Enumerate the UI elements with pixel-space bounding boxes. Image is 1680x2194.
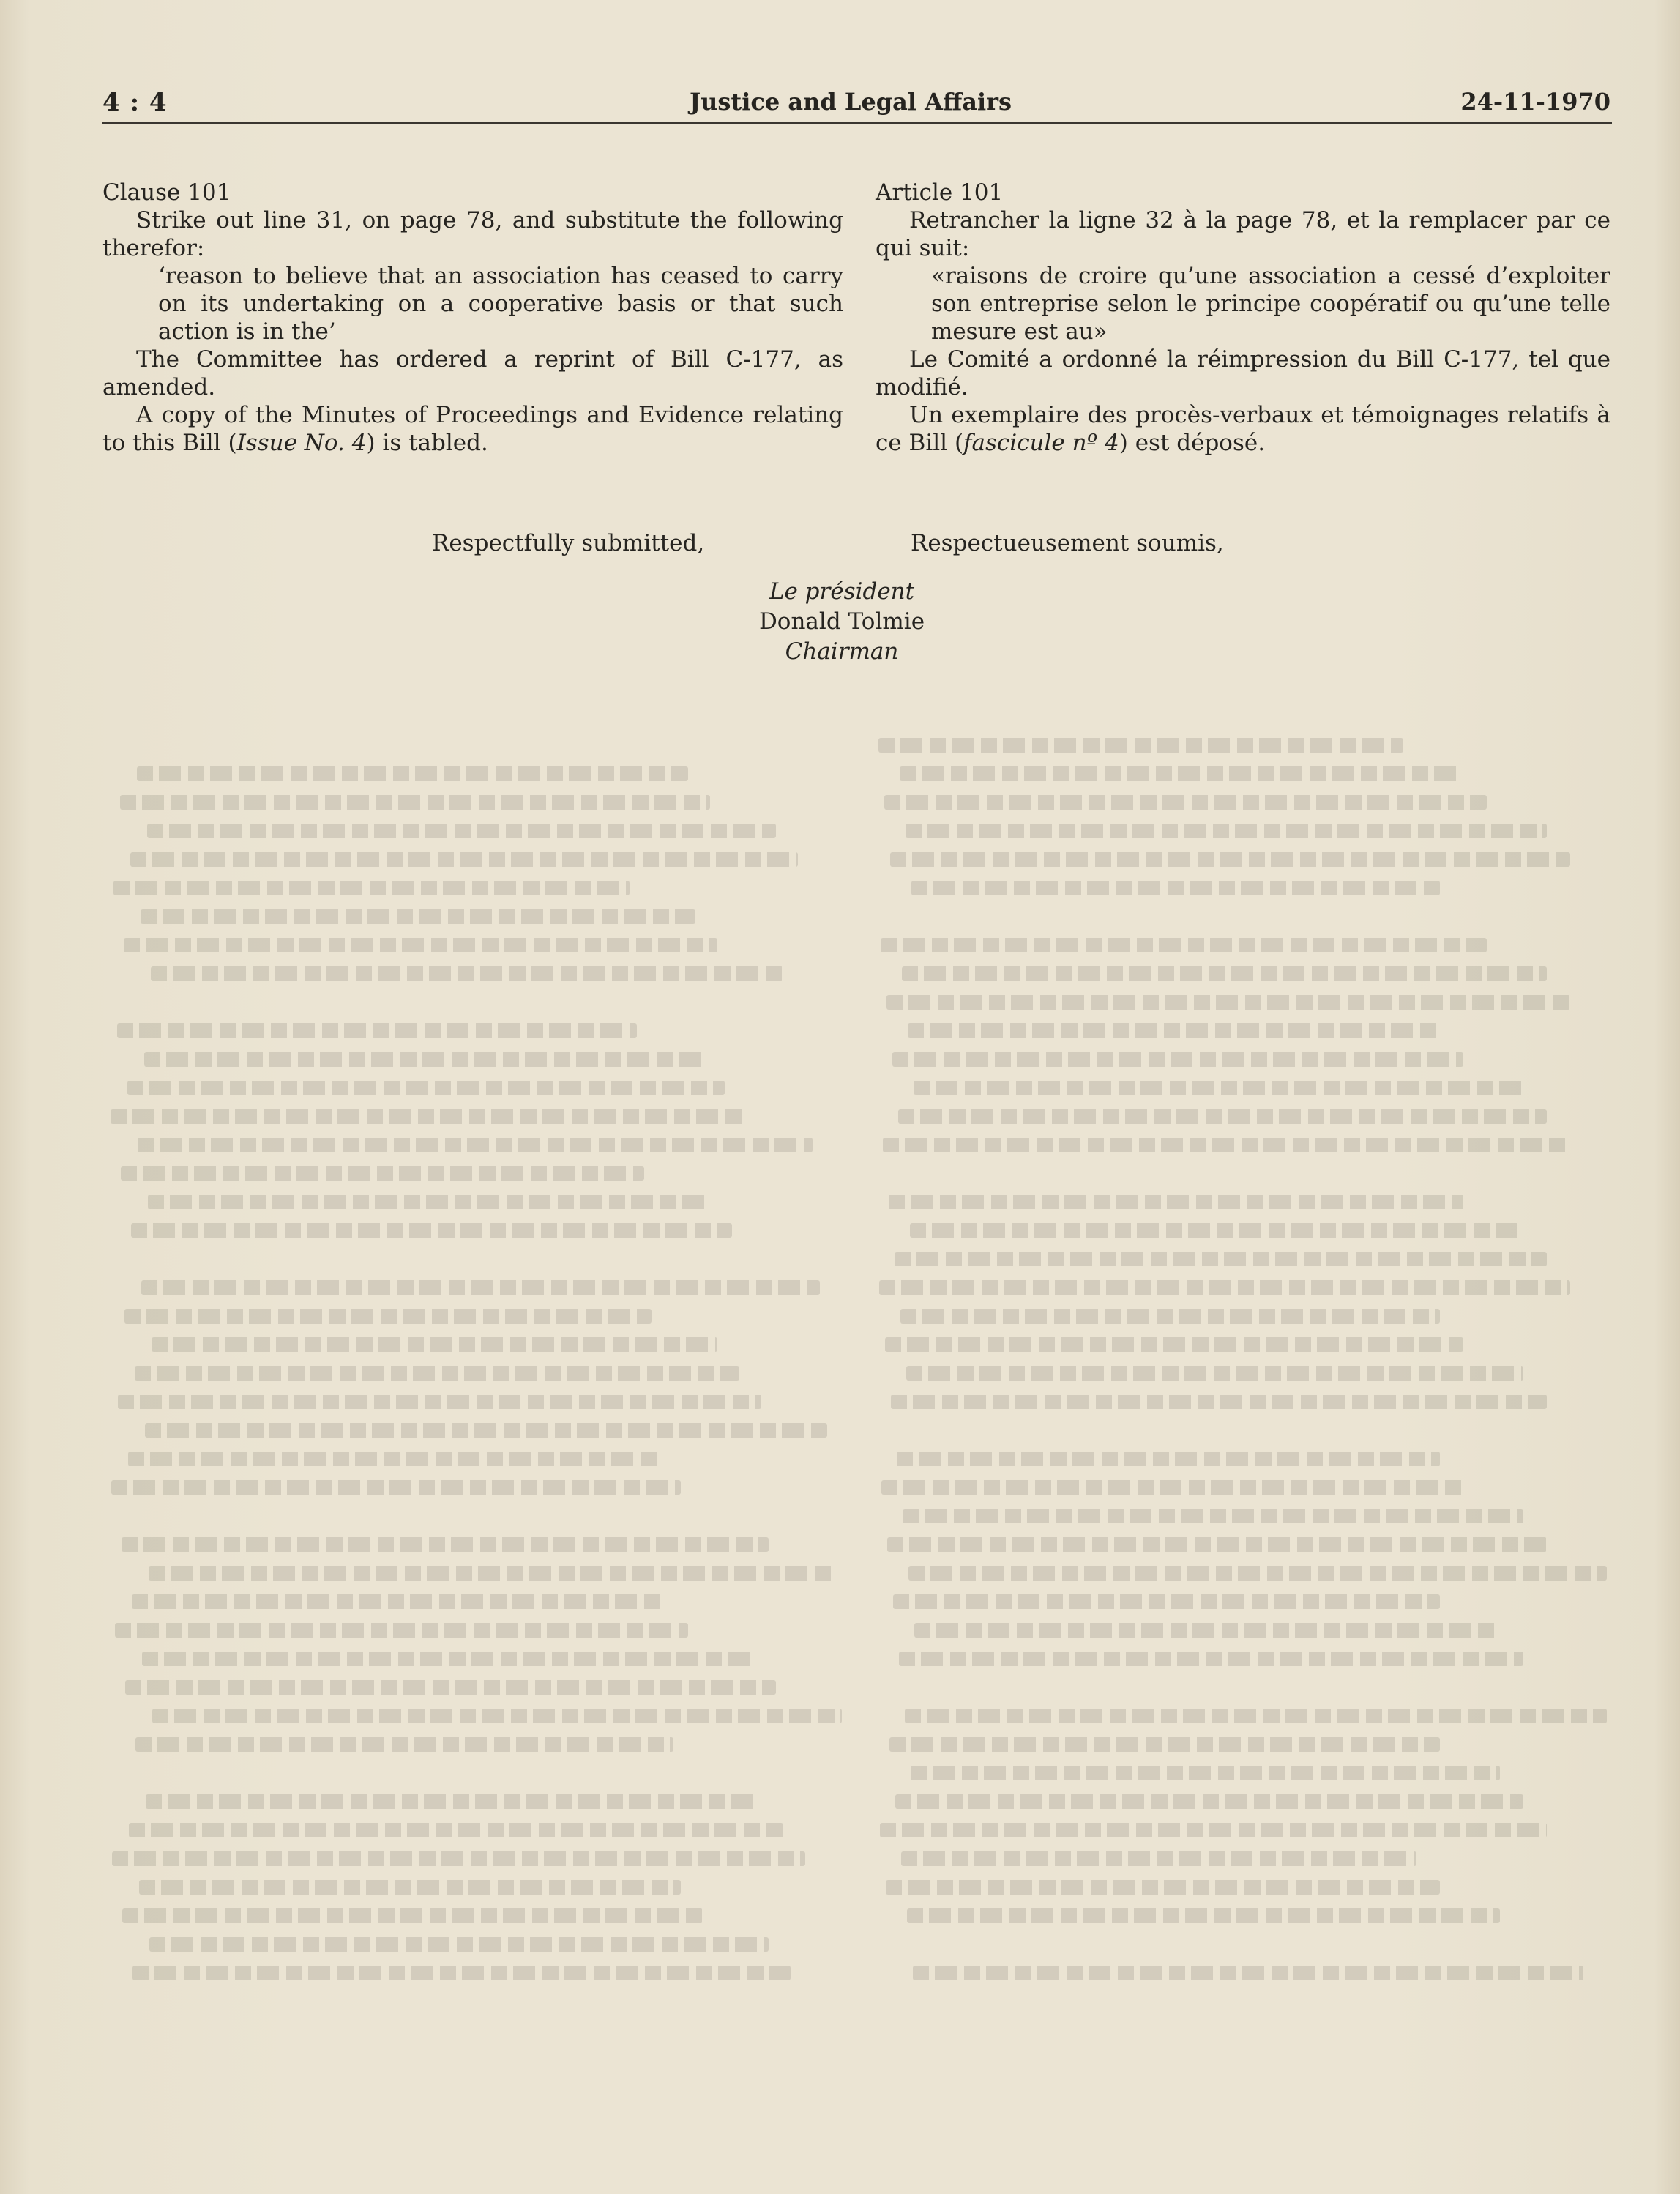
show-through-line [142,1652,754,1666]
show-through-line [141,1280,820,1295]
minutes-text-en-1: A copy of the Minutes of Proceedings and Evidence relating to this Bill ( [102,402,843,456]
show-through-line [906,824,1547,838]
instruction-fr: Retrancher la ligne 32 à la page 78, et la remplacer par ce qui suit: [876,207,1610,261]
chair-title-fr: Le président [769,578,915,605]
running-title: Justice and Legal Affairs [690,88,1012,116]
clause-title-en: Clause 101 [102,179,231,206]
show-through-line [147,824,776,838]
show-through-line [117,1023,637,1038]
minutes-text-fr-1: Un exemplaire des procès-verbaux et témoignages relatifs à ce Bill ( [876,402,1610,456]
show-through-line [881,1480,1463,1495]
show-through-line [127,1081,725,1095]
show-through-line [907,1908,1500,1923]
french-column [876,179,1610,457]
show-through-line [112,1851,805,1866]
amendment-quote-en: ‘reason to believe that an association has ceased to carry on its undertaking on a cooperative basis or that such action is in the’ [158,263,843,345]
show-through-line [130,852,798,867]
show-through-line [903,1509,1523,1523]
show-through-line [886,1880,1440,1895]
signature-block [659,577,1025,667]
show-through-line [135,1366,739,1381]
page-header [102,82,1610,126]
show-through-line [902,966,1547,981]
show-through-line [914,1623,1500,1638]
show-through-line [895,1252,1547,1266]
show-through-line [132,1594,666,1609]
issue-reference-en: Issue No. 4 [236,430,367,456]
show-through-line [137,766,688,781]
show-through-line [891,1395,1547,1409]
show-through-line [152,1709,842,1723]
show-through-line [122,1537,769,1552]
show-through-line [889,1737,1440,1752]
issue-reference-fr: fascicule nº 4 [963,430,1119,456]
show-through-line [886,995,1570,1010]
show-through-line [146,1794,761,1809]
amendment-quote-fr: «raisons de croire qu’une association a cessé d’exploiter son entreprise selon le principe coopératif ou qu’une telle mesure est au» [931,263,1610,345]
show-through-line [906,1366,1523,1381]
show-through-line [911,1766,1500,1780]
reprint-note-fr: Le Comité a ordonné la réimpression du Bill C-177, tel que modifié. [876,346,1610,400]
show-through-line [125,1680,776,1695]
show-through-line [900,766,1463,781]
minutes-text-en-2: ) is tabled. [366,430,488,456]
show-through-line [138,1138,813,1152]
show-through-line [901,1851,1416,1866]
show-through-line [115,1623,688,1638]
show-through-line [905,1709,1607,1723]
show-through-line [149,1566,835,1581]
show-through-line [131,1223,732,1238]
show-through-line [141,909,695,924]
show-through-line [111,1480,681,1495]
show-through-line [145,1423,827,1438]
signoff-en: Respectfully submitted, [432,530,705,556]
minutes-note-fr [876,401,1610,457]
chair-title-en: Chairman [785,638,899,665]
show-through-line [152,1337,717,1352]
show-through-line [113,881,630,895]
show-through-line [883,1138,1570,1152]
show-through-line [884,795,1487,810]
show-through-line [878,738,1403,753]
minutes-note-en [102,401,843,457]
show-through-line [885,1337,1463,1352]
show-through-line [897,1452,1440,1466]
show-through-line [880,1823,1547,1837]
show-through-line [889,1195,1463,1209]
show-through-line [129,1823,783,1837]
show-through-line [914,1081,1523,1095]
show-through-line [121,1166,644,1181]
show-through-line [898,1109,1547,1124]
show-through-line [893,1594,1440,1609]
show-through-line [111,1109,747,1124]
issue-date: 24-11-1970 [1460,88,1610,116]
show-through-line [890,852,1570,867]
minutes-text-fr-2: ) est déposé. [1119,430,1266,456]
show-through-line [120,795,710,810]
show-through-line [881,938,1487,952]
show-through-line [151,966,783,981]
show-through-line [913,1966,1583,1980]
instruction-en: Strike out line 31, on page 78, and substitute the following therefor: [102,207,843,261]
show-through-line [879,1280,1570,1295]
show-through-line [900,1309,1440,1324]
clause-title-fr: Article 101 [876,179,1004,206]
show-through-line [118,1395,761,1409]
chair-name: Donald Tolmie [758,608,925,635]
header-rule [102,122,1612,124]
show-through-line [910,1223,1523,1238]
show-through-line [899,1652,1523,1666]
english-column [102,179,843,457]
show-through-line [911,881,1440,895]
show-through-line [135,1737,673,1752]
show-through-line [895,1794,1523,1809]
show-through-line [128,1452,659,1466]
show-through-line [124,1309,652,1324]
show-through-line [149,1937,769,1952]
show-through-line [144,1052,703,1067]
signoff-fr: Respectueusement soumis, [911,530,1224,556]
show-through-line [908,1566,1607,1581]
show-through-texture [102,732,1610,2021]
show-through-line [887,1537,1547,1552]
show-through-line [122,1908,703,1923]
show-through-line [148,1195,710,1209]
show-through-line [124,938,717,952]
show-through-line [139,1880,681,1895]
page-number: 4 : 4 [102,88,168,117]
show-through-line [892,1052,1463,1067]
show-through-line [132,1966,791,1980]
reprint-note-en: The Committee has ordered a reprint of Bill C-177, as amended. [102,346,843,400]
show-through-line [908,1023,1440,1038]
